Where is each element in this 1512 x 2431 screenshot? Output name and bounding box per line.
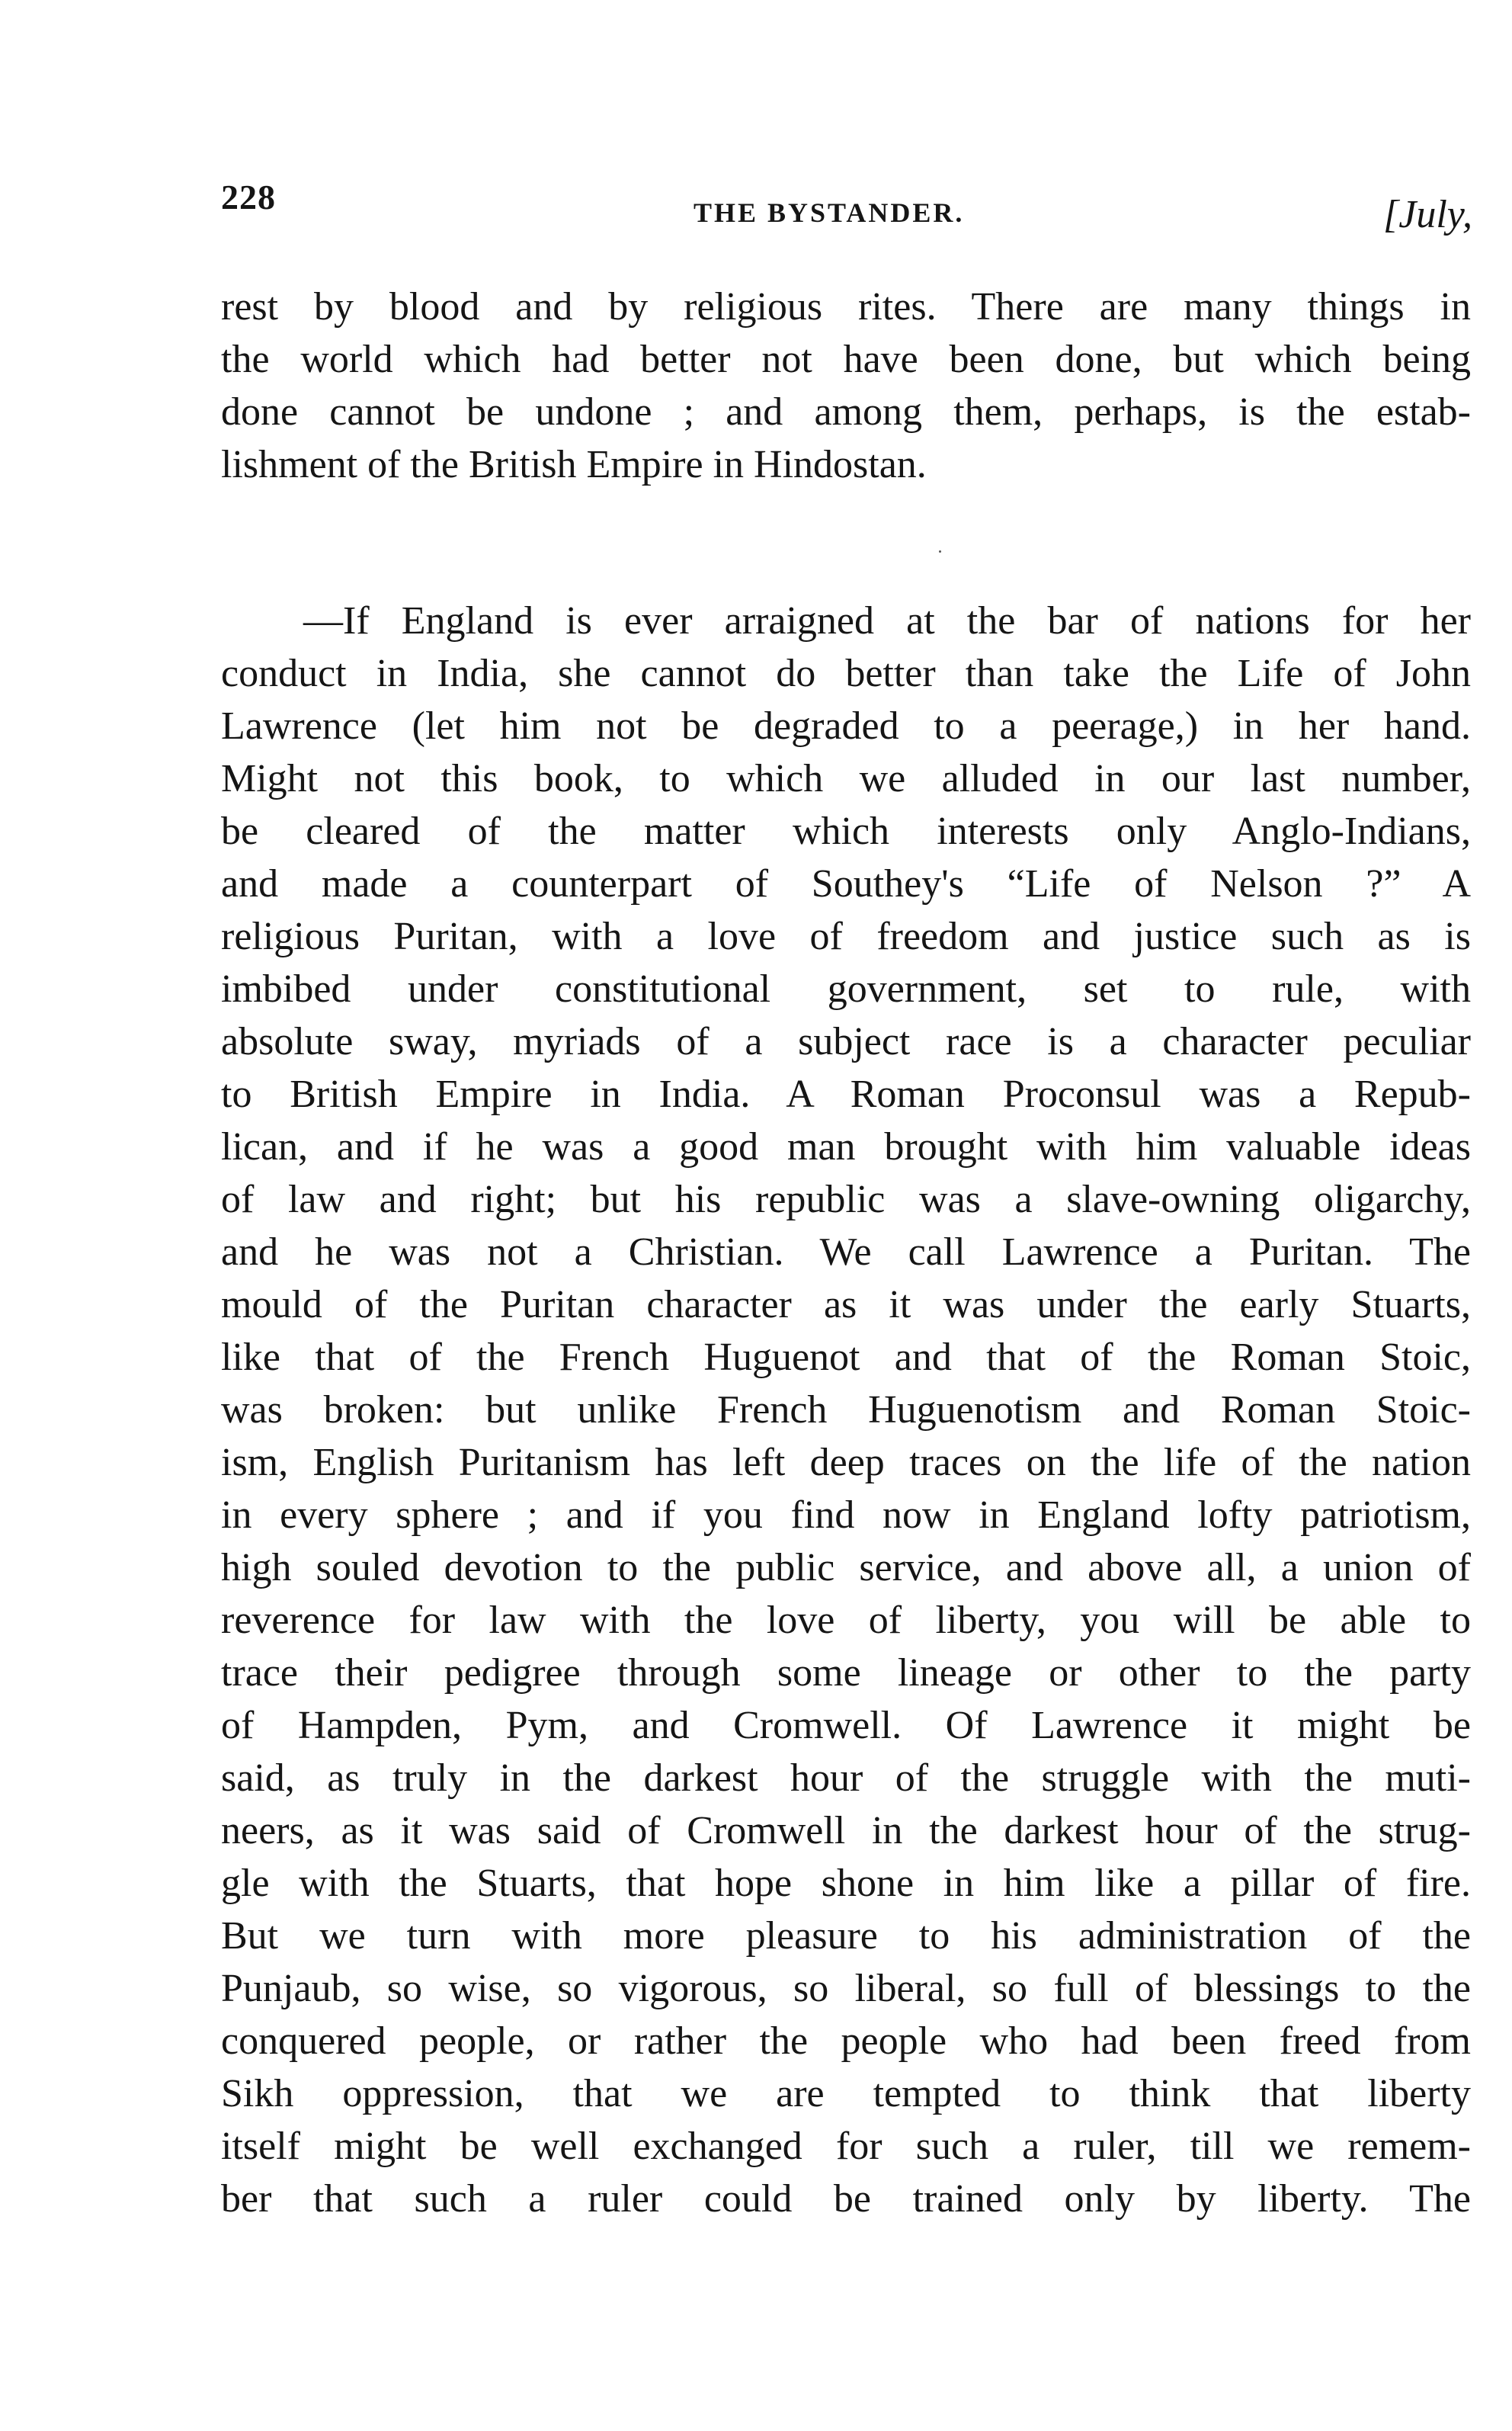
text-line: imbibed under constitutional government, set to rule, with	[221, 967, 1471, 1011]
text-line: absolute sway, myriads of a subject race is a character peculiar	[221, 1020, 1471, 1063]
paragraph-2	[221, 595, 1471, 2225]
text-line: the world which had better not have been done, but which being	[221, 338, 1471, 381]
text-line: conquered people, or rather the people who had been freed from	[221, 2019, 1471, 2063]
text-line: lishment of the British Empire in Hindostan.	[221, 443, 927, 486]
text-line: of law and right; but his republic was a slave-owning oligarchy,	[221, 1178, 1471, 1221]
text-line: and he was not a Christian. We call Lawrence a Puritan. The	[221, 1230, 1471, 1274]
journal-title: THE BYSTANDER.	[694, 197, 965, 228]
text-line: and made a counterpart of Southey's “Life of Nelson ?” A	[221, 862, 1471, 906]
text-line: be cleared of the matter which interests only Anglo-Indians,	[221, 810, 1471, 853]
text-line: Punjaub, so wise, so vigorous, so liberal, so full of blessings to the	[221, 1967, 1471, 2010]
text-line: ism, English Puritanism has left deep traces on the life of the nation	[221, 1441, 1471, 1484]
running-head	[221, 177, 1471, 238]
text-line: religious Puritan, with a love of freedom and justice such as is	[221, 915, 1471, 958]
text-line: in every sphere ; and if you find now in England lofty patriotism,	[221, 1493, 1471, 1537]
text-line: neers, as it was said of Cromwell in the darkest hour of the strug-	[221, 1809, 1471, 1852]
text-line: Sikh oppression, that we are tempted to think that liberty	[221, 2072, 1471, 2115]
text-line: of Hampden, Pym, and Cromwell. Of Lawrence it might be	[221, 1704, 1471, 1747]
text-line: —If England is ever arraigned at the bar of nations for her	[303, 599, 1471, 643]
text-line: itself might be well exchanged for such a ruler, till we remem-	[221, 2125, 1471, 2168]
text-line: reverence for law with the love of liberty, you will be able to	[221, 1599, 1471, 1642]
text-line: gle with the Stuarts, that hope shone in him like a pillar of fire.	[221, 1862, 1471, 1905]
text-line: lican, and if he was a good man brought with him valuable ideas	[221, 1125, 1471, 1169]
page-number: 228	[221, 178, 276, 216]
text-line: high souled devotion to the public service, and above all, a union of	[221, 1546, 1471, 1589]
text-line: trace their pedigree through some lineage or other to the party	[221, 1651, 1471, 1695]
text-line: was broken: but unlike French Huguenotism and Roman Stoic-	[221, 1388, 1471, 1432]
print-speck	[939, 550, 941, 553]
text-line: like that of the French Huguenot and that of the Roman Stoic,	[221, 1336, 1471, 1379]
text-line: ber that such a ruler could be trained only by liberty. The	[221, 2177, 1471, 2221]
text-line: mould of the Puritan character as it was under the early Stuarts,	[221, 1283, 1471, 1326]
text-line: done cannot be undone ; and among them, perhaps, is the estab-	[221, 390, 1471, 434]
text-line: Lawrence (let him not be degraded to a peerage,) in her hand.	[221, 704, 1471, 748]
text-line: said, as truly in the darkest hour of the struggle with the muti-	[221, 1756, 1471, 1800]
text-line: rest by blood and by religious rites. There are many things in	[221, 285, 1471, 329]
text-line: conduct in India, she cannot do better than take the Life of John	[221, 652, 1471, 695]
paragraph-1	[221, 281, 1471, 491]
issue-month: [July,	[1383, 193, 1472, 236]
text-line: to British Empire in India. A Roman Proconsul was a Repub-	[221, 1073, 1471, 1116]
text-line: Might not this book, to which we alluded in our last number,	[221, 757, 1471, 800]
text-line: But we turn with more pleasure to his administration of the	[221, 1914, 1471, 1958]
